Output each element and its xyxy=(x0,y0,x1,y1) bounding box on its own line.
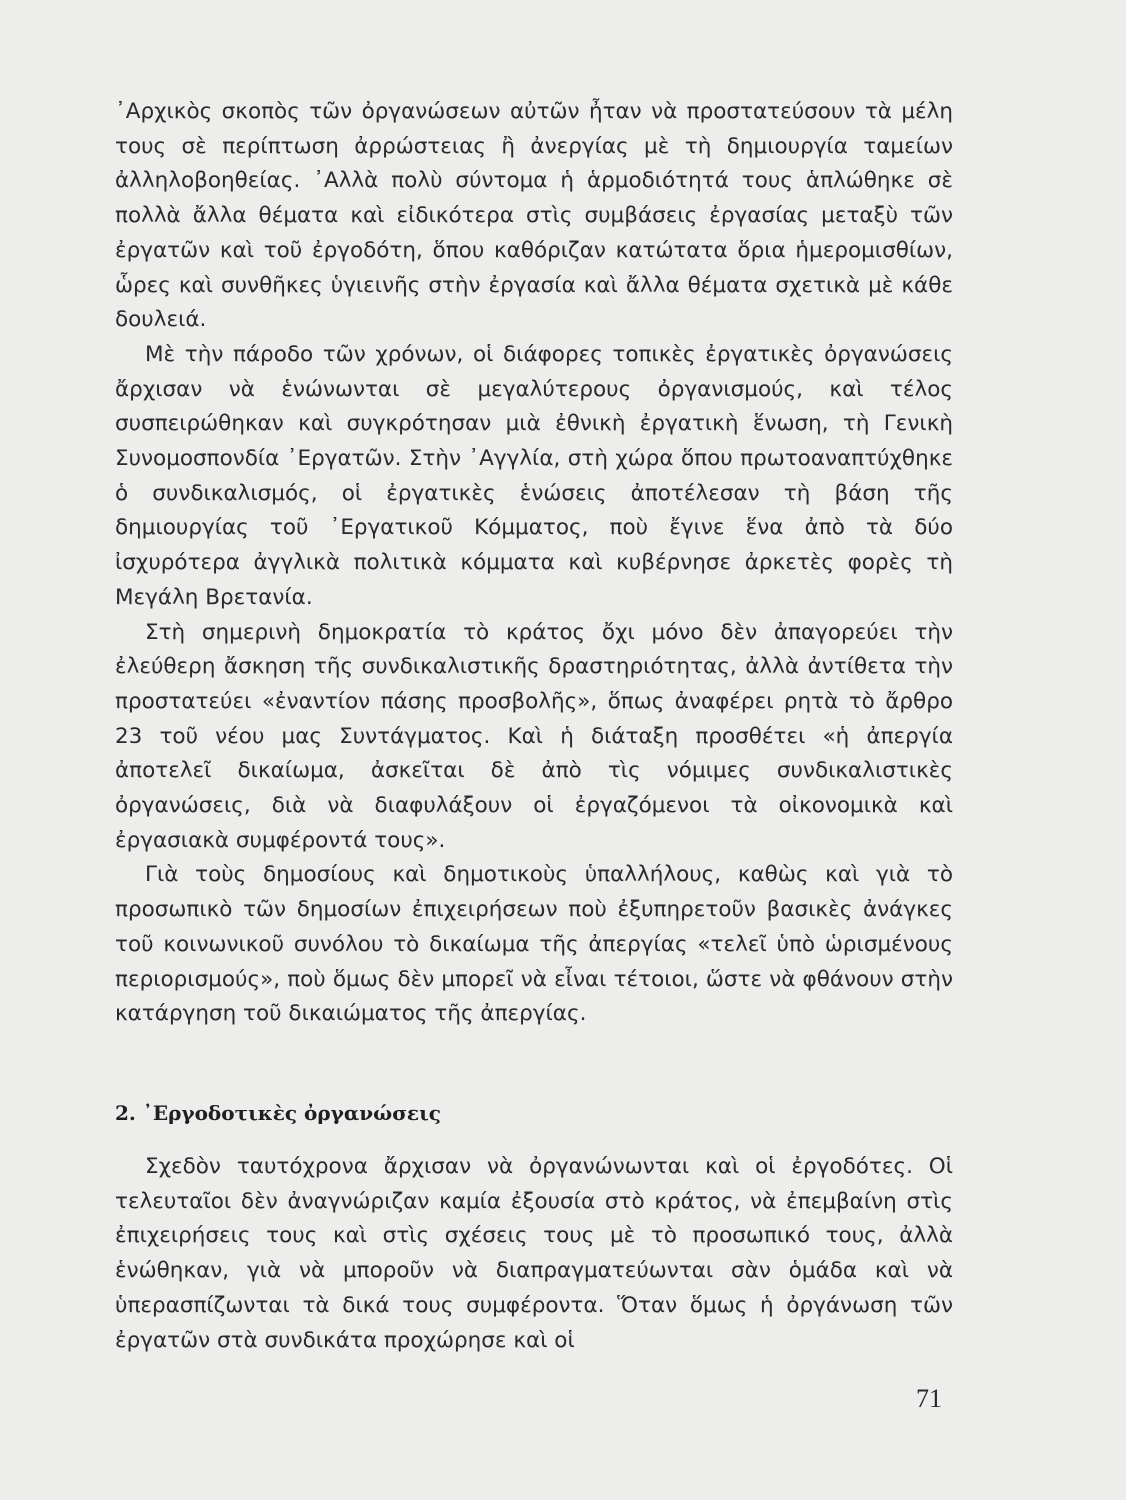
paragraph-3: Στὴ σημερινὴ δημοκρατία τὸ κράτος ὄχι μόνο δὲν ἀπαγορεύει τὴν ἐλεύθερη ἄσκηση τῆς συνδικαλιστικῆς δραστηριότητας, ἀλλὰ ἀντίθετα τὴν προστατεύει «ἐναντίον πάσης προσβολῆς», ὅπως ἀναφέρει ρητὰ τὸ ἄρθρο 23 τοῦ νέου μας Συντάγματος. Καὶ ἡ διάταξη προσθέτει «ἡ ἀπεργία ἀποτελεῖ δικαίωμα, ἀσκεῖται δὲ ἀπὸ τὶς νόμιμες συνδικαλιστικὲς ὀργανώσεις, διὰ νὰ διαφυλάξουν οἱ ἐργαζόμενοι τὰ οἰκονομικὰ καὶ ἐργασιακὰ συμφέροντά τους». xyxy=(115,619,953,853)
paragraph-4: Γιὰ τοὺς δημοσίους καὶ δημοτικοὺς ὑπαλλήλους, καθὼς καὶ γιὰ τὸ προσωπικὸ τῶν δημοσίων ἐπιχειρήσεων ποὺ ἐξυπηρετοῦν βασικὲς ἀνάγκες τοῦ κοινωνικοῦ συνόλου τὸ δικαίωμα τῆς ἀπεργίας «τελεῖ ὑπὸ ὡρισμένους περιορισμούς», ποὺ ὅμως δὲν μπορεῖ νὰ εἶναι τέτοιοι, ὥστε νὰ φθάνουν στὴν κατάργηση τοῦ δικαιώματος τῆς ἀπεργίας. xyxy=(115,862,953,1027)
paragraph-1: ᾿Αρχικὸς σκοπὸς τῶν ὀργανώσεων αὐτῶν ἦταν νὰ προστατεύσουν τὰ μέλη τους σὲ περίπτωση ἀρρώστειας ἢ ἀνεργίας μὲ τὴ δημιουργία ταμείων ἀλληλοβοηθείας. ᾿Αλλὰ πολὺ σύντομα ἡ ἁρμοδιότητά τους ἁπλώθηκε σὲ πολλὰ ἄλλα θέματα καὶ εἰδικότερα στὶς συμβάσεις ἐργασίας μεταξὺ τῶν ἐργατῶν καὶ τοῦ ἐργοδότη, ὅπου καθόριζαν κατώτατα ὅρια ἡμερομισθίων, ὧρες καὶ συνθῆκες ὑγιεινῆς στὴν ἐργασία καὶ ἄλλα θέματα σχετικὰ μὲ κάθε δουλειά. xyxy=(115,99,953,333)
page-number: 71 xyxy=(916,1384,942,1413)
paragraph-2: Μὲ τὴν πάροδο τῶν χρόνων, οἱ διάφορες τοπικὲς ἐργατικὲς ὀργανώσεις ἄρχισαν νὰ ἑνώνωνται σὲ μεγαλύτερους ὀργανισμούς, καὶ τέλος συσπειρώθηκαν καὶ συγκρότησαν μιὰ ἐθνικὴ ἐργατικὴ ἕνωση, τὴ Γενικὴ Συνομοσπονδία ᾿Εργατῶν. Στὴν ᾿Αγγλία, στὴ χώρα ὅπου πρωτοαναπτύχθηκε ὁ συνδικαλισμός, οἱ ἐργατικὲς ἑνώσεις ἀποτέλεσαν τὴ βάση τῆς δημιουργίας τοῦ ᾿Εργατικοῦ Κόμματος, ποὺ ἔγινε ἕνα ἀπὸ τὰ δύο ἰσχυρότερα ἀγγλικὰ πολιτικὰ κόμματα καὶ κυβέρνησε ἀρκετὲς φορὲς τὴ Μεγάλη Βρετανία. xyxy=(115,341,953,610)
paragraph-5: Σχεδὸν ταυτόχρονα ἄρχισαν νὰ ὀργανώνωνται καὶ οἱ ἐργοδότες. Οἱ τελευταῖοι δὲν ἀναγνώριζαν καμία ἐξουσία στὸ κράτος, νὰ ἐπεμβαίνη στὶς ἐπιχειρήσεις τους καὶ στὶς σχέσεις τους μὲ τὸ προσωπικό τους, ἀλλὰ ἑνώθηκαν, γιὰ νὰ μποροῦν νὰ διαπραγματεύωνται σὰν ὁμάδα καὶ νὰ ὑπερασπίζωνται τὰ δικά τους συμφέροντα. Ὅταν ὅμως ἡ ὀργάνωση τῶν ἐργατῶν στὰ συνδικάτα προχώρησε καὶ οἱ xyxy=(115,1154,953,1353)
section-heading: 2. ᾿Εργοδοτικὲς ὀργανώσεις xyxy=(115,1101,441,1125)
body-text-upper xyxy=(115,95,953,1032)
body-text-lower xyxy=(115,1150,953,1358)
